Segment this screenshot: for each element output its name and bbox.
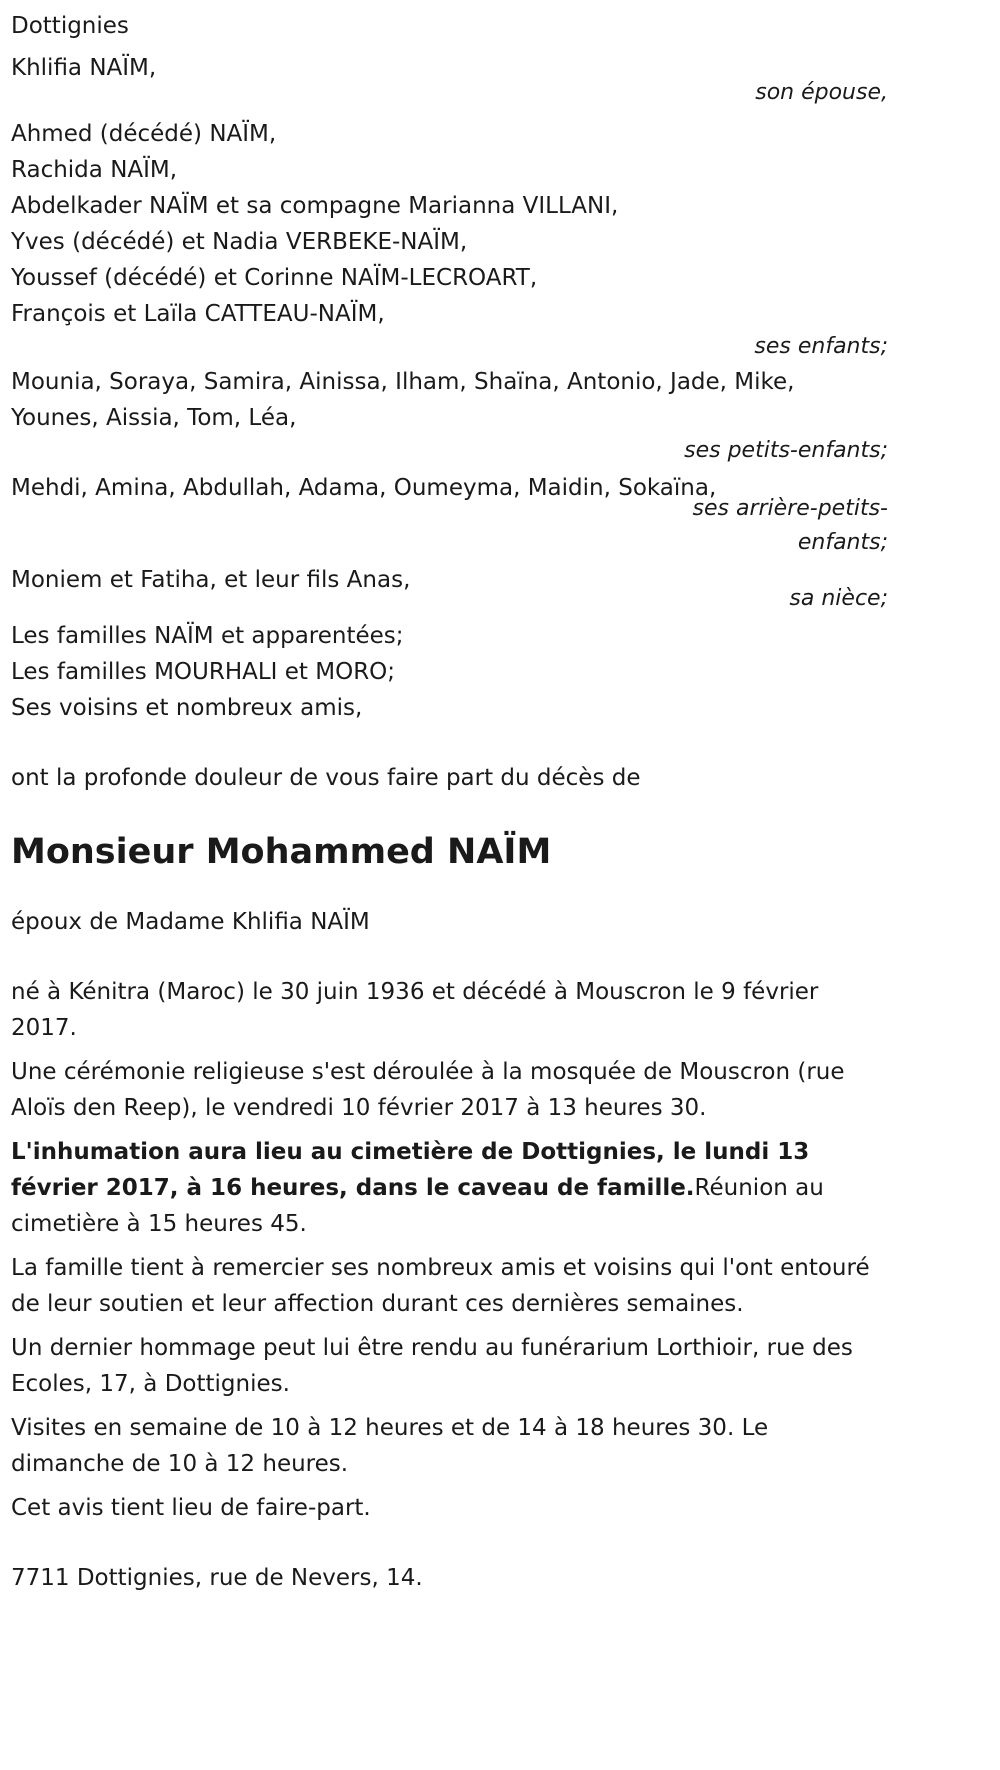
child-name: Abdelkader NAÏM et sa compagne Marianna VILLANI, — [11, 193, 619, 219]
child-name: Rachida NAÏM, — [11, 157, 178, 183]
great-grandchildren-role-line-1: ses arrière-petits- — [692, 496, 888, 521]
announcement-text: ont la profonde douleur de vous faire part du décès de — [11, 765, 641, 791]
ceremony-text: Une cérémonie religieuse s'est déroulée à la mosquée de Mouscron (rue Aloïs den Reep), le vendredi 10 février 2017 à 13 heures 30. — [11, 1059, 845, 1121]
child-name: François et Laïla CATTEAU-NAÏM, — [11, 301, 385, 327]
children-list — [11, 116, 891, 332]
burial-text — [11, 1134, 881, 1242]
address-text: 7711 Dottignies, rue de Nevers, 14. — [11, 1565, 423, 1591]
grandchildren-line-2: Younes, Aissia, Tom, Léa, — [11, 405, 297, 431]
thanks-text: La famille tient à remercier ses nombreux amis et voisins qui l'ont entouré de leur soutien et leur affection durant ces dernières semaines. — [11, 1255, 870, 1317]
grandchildren-line-1: Mounia, Soraya, Samira, Ainissa, Ilham, Shaïna, Antonio, Jade, Mike, — [11, 369, 795, 395]
deceased-name: Monsieur Mohammed NAÏM — [11, 832, 552, 872]
great-grandchildren-role-line-2: enfants; — [797, 530, 888, 555]
niece-names: Moniem et Fatiha, et leur fils Anas, — [11, 567, 411, 593]
family-line: Les familles NAÏM et apparentées; — [11, 623, 404, 649]
tribute-text: Un dernier hommage peut lui être rendu au funérarium Lorthioir, rue des Ecoles, 17, à Dottignies. — [11, 1335, 853, 1397]
child-name: Yves (décédé) et Nadia VERBEKE-NAÏM, — [11, 229, 468, 255]
visits-text: Visites en semaine de 10 à 12 heures et de 14 à 18 heures 30. Le dimanche de 10 à 12 heures. — [11, 1415, 769, 1477]
birth-death-text: né à Kénitra (Maroc) le 30 juin 1936 et décédé à Mouscron le 9 février 2017. — [11, 979, 819, 1041]
great-grandchildren-names: Mehdi, Amina, Abdullah, Adama, Oumeyma, Maidin, Sokaïna, — [11, 475, 717, 501]
family-line: Les familles MOURHALI et MORO; — [11, 659, 396, 685]
niece-role: sa nièce; — [789, 586, 888, 611]
other-relatives — [11, 618, 891, 726]
burial-bold-text: L'inhumation aura lieu au cimetière de Dottignies, le lundi 13 février 2017, à 16 heures, dans le caveau de famille. — [11, 1139, 810, 1201]
place-heading: Dottignies — [11, 13, 129, 39]
family-line: Ses voisins et nombreux amis, — [11, 695, 363, 721]
burial-meeting-text: Réunion au cimetière à 15 heures 45. — [11, 1175, 824, 1237]
spouse-name: Khlifia NAÏM, — [11, 55, 157, 81]
child-name: Youssef (décédé) et Corinne NAÏM-LECROART, — [11, 265, 538, 291]
notice-text: Cet avis tient lieu de faire-part. — [11, 1495, 371, 1521]
grandchildren-role: ses petits-enfants; — [684, 438, 888, 463]
child-name: Ahmed (décédé) NAÏM, — [11, 121, 277, 147]
children-role: ses enfants; — [754, 334, 888, 359]
spouse-of-text: époux de Madame Khlifia NAÏM — [11, 909, 370, 935]
spouse-role: son épouse, — [755, 80, 888, 105]
